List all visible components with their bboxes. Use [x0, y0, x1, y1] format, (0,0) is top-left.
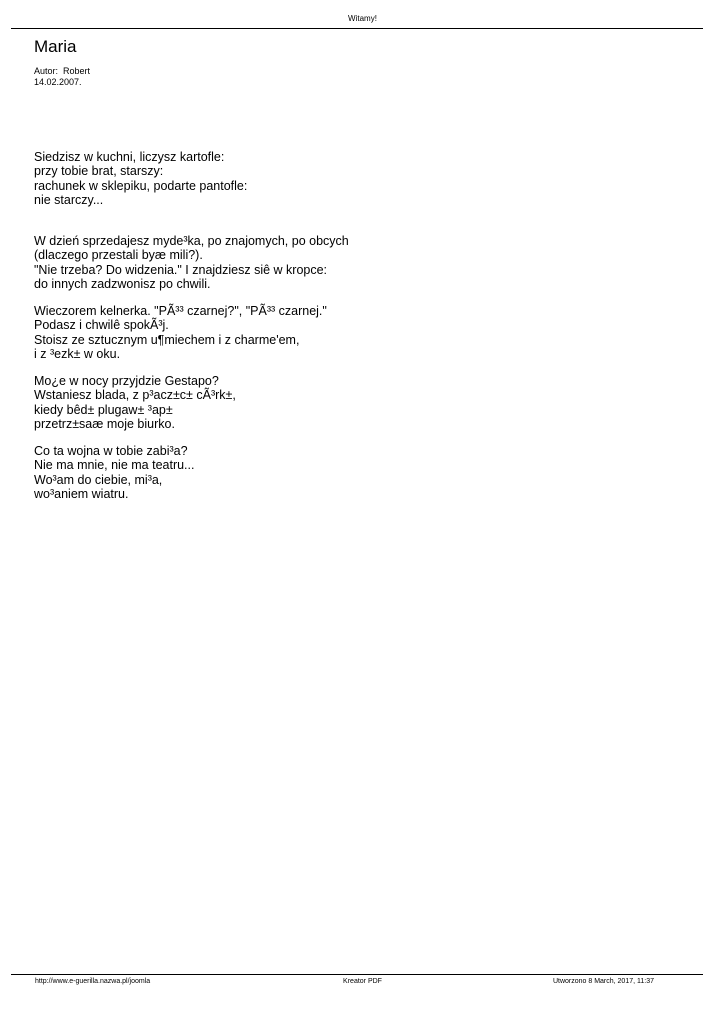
- poem-line: kiedy bêd± plugaw± ³ap±: [34, 402, 173, 417]
- stanza: [34, 374, 236, 432]
- poem-line: Co ta wojna w tobie zabi³a?: [34, 444, 188, 458]
- poem-line: Wieczorem kelnerka. "PÃ³³ czarnej?", "PÃ³³ czarnej.": [34, 304, 327, 318]
- site-title: Witamy!: [348, 14, 377, 23]
- poem-line: Siedzisz w kuchni, liczysz kartofle:: [34, 150, 225, 164]
- article-meta: [34, 66, 90, 88]
- page-footer: [0, 977, 725, 989]
- poem-line: (dlaczego przestali byæ mili?).: [34, 248, 203, 263]
- poem-line: Wo³am do ciebie, mi³a,: [34, 472, 163, 487]
- footer-divider: [11, 974, 703, 975]
- footer-url: http://www.e-guerilla.nazwa.pl/joomla: [35, 978, 151, 985]
- poem-line: i z ³ezk± w oku.: [34, 347, 121, 362]
- poem-line: Wstaniesz blada, z p³acz±c± cÃ³rk±,: [34, 388, 236, 403]
- footer-created: Utworzono 8 March, 2017, 11:37: [552, 978, 654, 985]
- stanza: [34, 234, 349, 292]
- poem-line: do innych zadzwonisz po chwili.: [34, 277, 211, 292]
- poem-line: Mo¿e w nocy przyjdzie Gestapo?: [34, 374, 219, 388]
- footer-generator: Kreator PDF: [343, 978, 382, 985]
- stanza: [34, 150, 247, 208]
- poem-line: rachunek w sklepiku, podarte pantofle:: [34, 178, 248, 193]
- stanza: [34, 444, 194, 502]
- poem-line: Nie ma mnie, nie ma teatru...: [34, 458, 195, 473]
- poem-line: "Nie trzeba? Do widzenia." I znajdziesz siê w kropce:: [34, 262, 328, 277]
- author-line: Autor: Robert: [34, 66, 91, 76]
- article-title: Maria: [34, 37, 77, 56]
- stanza: [34, 304, 327, 362]
- poem-line: przy tobie brat, starszy:: [34, 164, 164, 179]
- poem-line: Stoisz ze sztucznym u¶miechem i z charme'em,: [34, 332, 300, 347]
- poem-line: W dzień sprzedajesz myde³ka, po znajomych, po obcych: [34, 234, 349, 248]
- poem-line: wo³aniem wiatru.: [34, 487, 129, 502]
- header-divider: [11, 28, 703, 29]
- article-date: 14.02.2007.: [34, 77, 82, 87]
- poem-line: Podasz i chwilê spokÃ³j.: [34, 318, 169, 333]
- poem-line: nie starczy...: [34, 193, 104, 208]
- poem-line: przetrz±saæ moje biurko.: [34, 417, 175, 432]
